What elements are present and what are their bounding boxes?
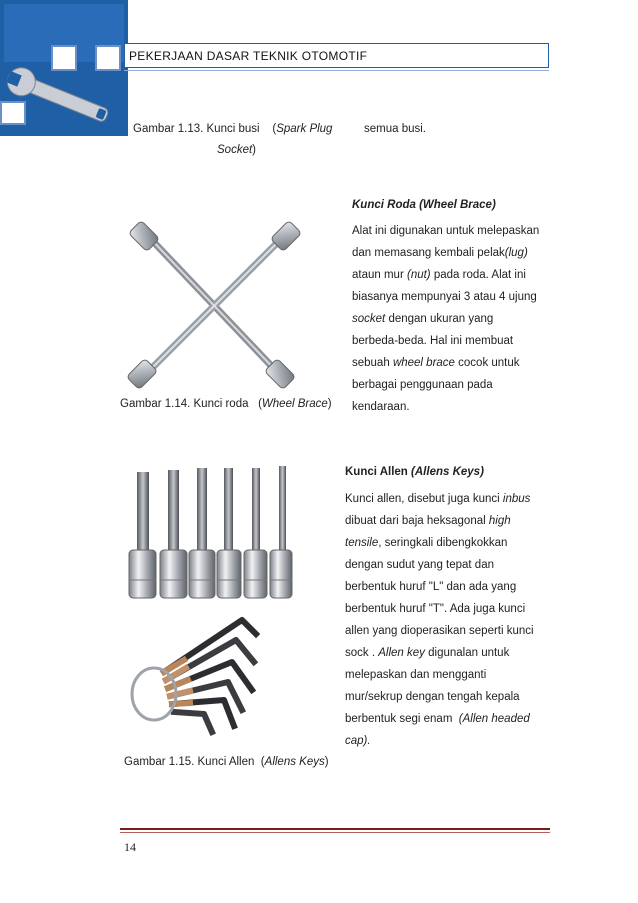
paragraph-continuation: semua busi. (364, 123, 427, 135)
header-title: PEKERJAAN DASAR TEKNIK OTOMOTIF (124, 43, 549, 68)
header-square (95, 45, 121, 71)
allen-keys-paragraph: Kunci allen, disebut juga kunci inbus dibuat dari baja heksagonal high tensile, seringkali dibengkokkan dengan sudut yang tepat dan berbentuk huruf "L" dan ada yang berbentuk huruf "T". Ada juga kunci allen yang dioperasikan seperti kunci sock . Allen key digunalan untuk melepaskan dan mengganti mur/sekrup dengan tengah kepala berbentuk segi enam (Allen headed cap). (345, 493, 534, 747)
footer-rule-thin (120, 832, 550, 833)
wheel-brace-image (125, 215, 305, 390)
figure-caption-1-15: Gambar 1.15. Kunci Allen (Allens Keys) (124, 756, 329, 768)
figure-caption-1-13-line2: Socket) (217, 144, 257, 156)
header-square (51, 45, 77, 71)
figure-caption-1-14: Gambar 1.14. Kunci roda (Wheel Brace) (120, 398, 332, 410)
figure-caption-1-13: Gambar 1.13. Kunci busi (Spark Plug (133, 123, 333, 135)
header-divider (124, 70, 549, 71)
section-heading-allen-keys: Kunci Allen (Allens Keys) (345, 466, 484, 478)
page-number: 14 (124, 840, 136, 854)
allen-keys-image (124, 610, 274, 736)
header-square (0, 101, 26, 125)
wheel-brace-paragraph: Alat ini digunakan untuk melepaskan dan memasang kembali pelak(lug) ataun mur (nut) pada roda. Alat ini biasanya mempunyai 3 atau 4 ujung socket dengan ukuran yang berbeda-beda. Hal ini membuat sebuah wheel brace cocok untuk berbagai penggunaan pada kendaraan. (352, 225, 540, 413)
section-heading-wheel-brace: Kunci Roda (Wheel Brace) (352, 199, 496, 211)
hex-socket-bits-image (124, 462, 300, 600)
footer-rule (120, 828, 550, 830)
